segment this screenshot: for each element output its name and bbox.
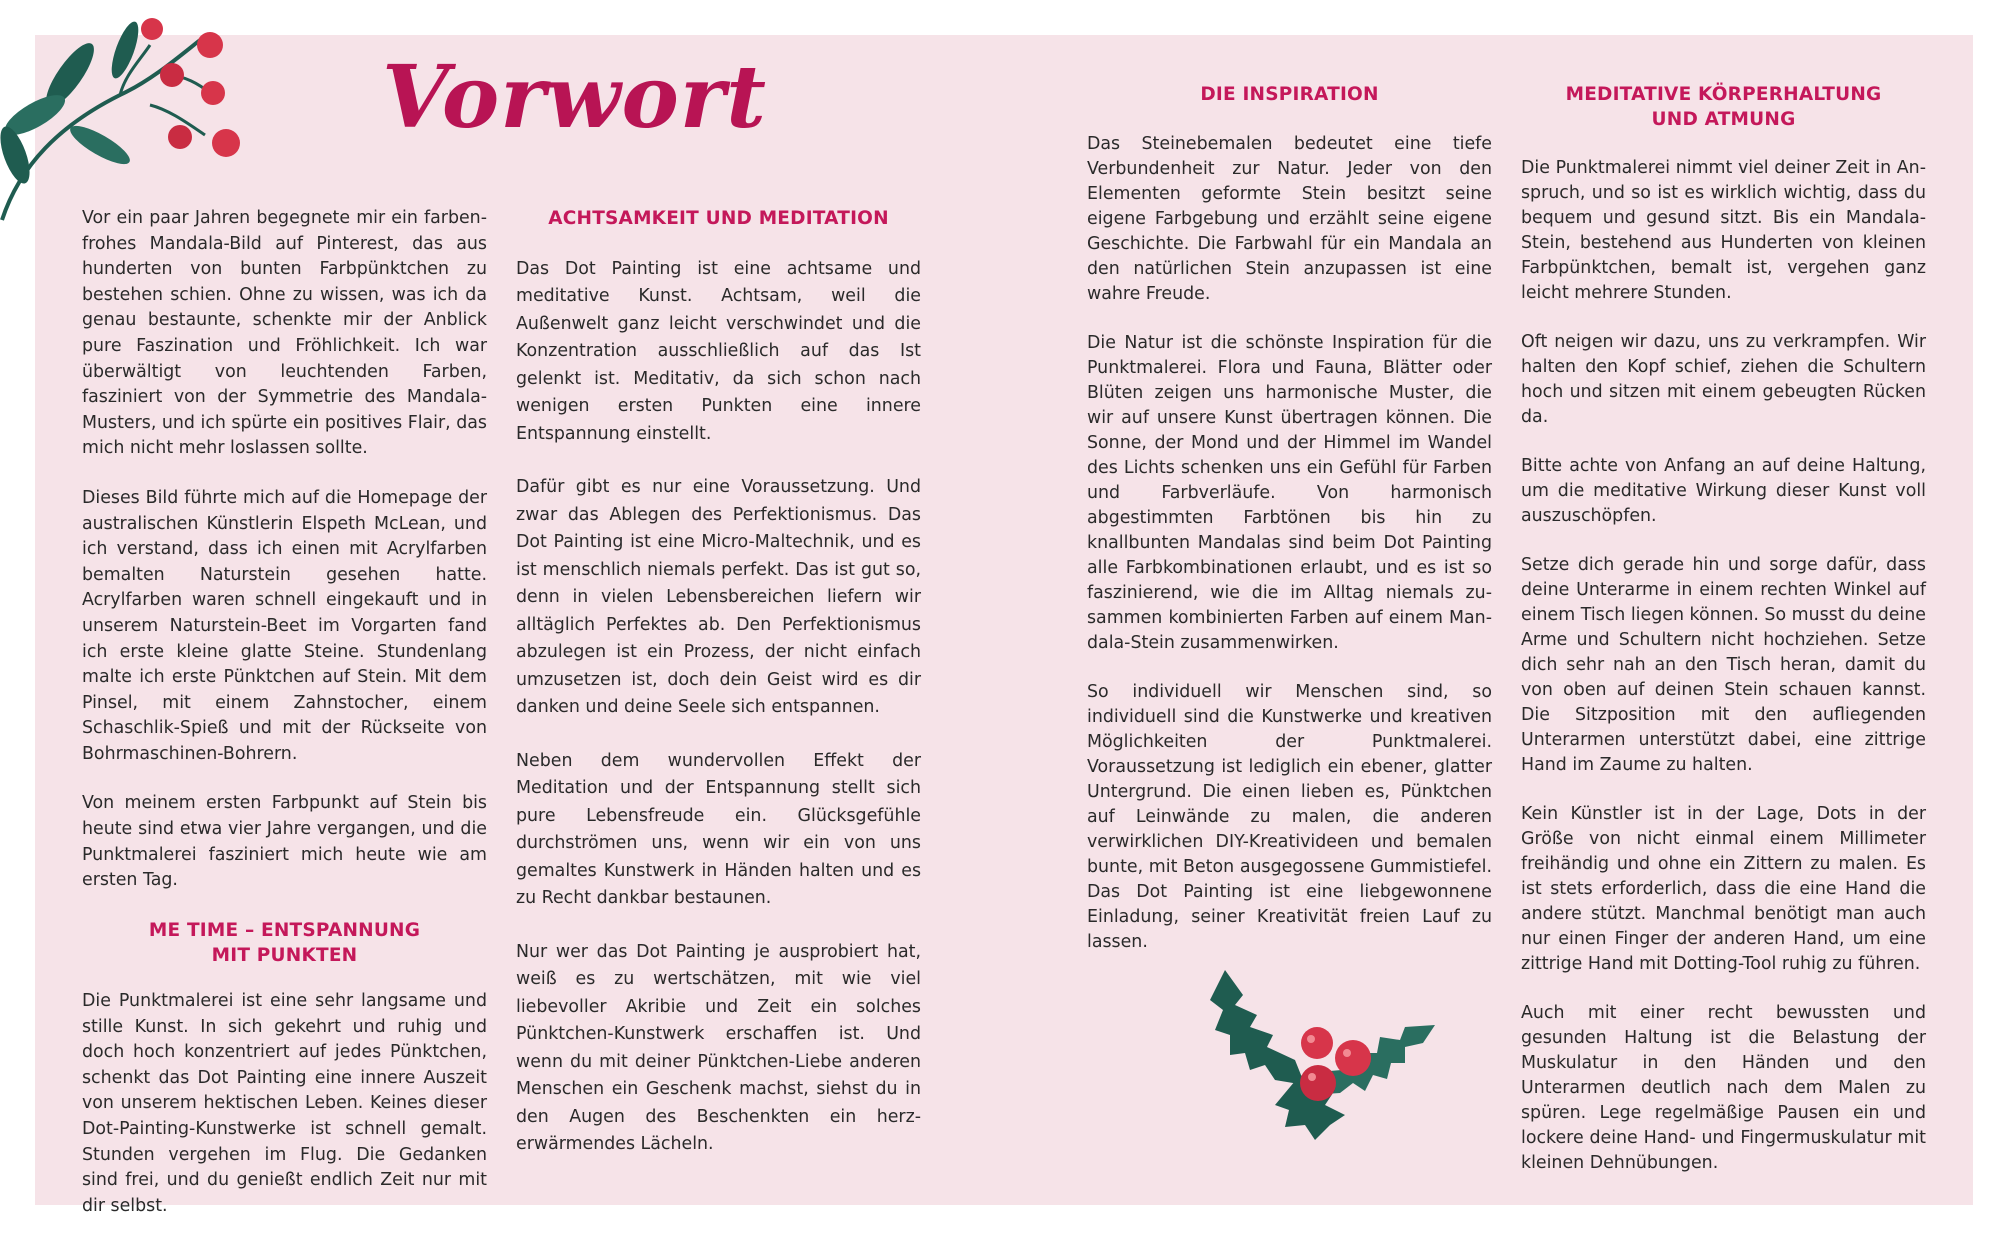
berry-branch-icon <box>0 15 260 225</box>
paragraph: Setze dich gerade hin und sorge dafür, dass deine Unterarme in einem rechten Winkel auf einem Tisch liegen können. So musst du deine Arme und Schultern nicht hochziehen. Setze dich sehr nah an den Tisch heran, damit du von oben auf deinen Stein schauen kannst. Die Sitzposition mit den aufliegenden Unterarmen unterstützt dabei, eine zittrige Hand im Zaume zu halten. <box>1521 555 1926 775</box>
paragraph: Dieses Bild führte mich auf die Homepage der australischen Künstlerin Elspeth McLean, und ich verstand, dass ich einen mit Acrylfarben bemalten Naturstein gesehen hatte. Acrylfarben waren schnell eingekauft und in unserem Naturstein-Beet im Vorgarten fand ich erste kleine glatte Steine. Stundenlang malte ich erste Pünktchen auf Stein. Mit dem Pinsel, mit einem Zahnstocher, einem Schaschlik-Spieß und mit der Rückseite von Bohrmaschinen-Bohrern. <box>82 487 487 764</box>
section-heading-achtsamkeit: ACHTSAMKEIT UND MEDITATION <box>548 208 889 229</box>
paragraph: Vor ein paar Jahren begegnete mir ein farbenfrohes Mandala-Bild auf Pinterest, das aus hunderten von bunten Farbpünktchen zu bestehen schien. Ohne zu wissen, was ich da genau bestaunte, schenkte mir der Anblick pure Faszination und Fröhlichkeit. Ich war überwältigt von leuchtenden Farben, fasziniert von der Symmetrie des Mandala-Musters, und ich spürte ein positives Flair, das mich nicht mehr loslassen sollte. <box>82 208 487 459</box>
paragraph: Dafür gibt es nur eine Voraussetzung. Und zwar das Ablegen des Perfektionismus. Das Dot Painting ist eine Micro-Maltechnik, und es ist menschlich niemals perfekt. Das ist gut so, denn in vielen Lebensbereichen liefern wir alltäglich Perfektes ab. Den Perfektionismus abzulegen ist ein Prozess, der nicht einfach umzusetzen ist, doch dein Geist wird es dir danken und deine Seele sich entspannen. <box>516 477 921 718</box>
paragraph: Die Punktmalerei ist eine sehr langsame und stille Kunst. In sich gekehrt und ruhig und doch hoch konzentriert auf jedes Pünktchen, schenkt das Dot Painting eine innere Auszeit von unserem hektischen Leben. Keines dieser Dot-Painting-Kunstwerke ist schnell gemalt. Stunden vergehen im Flug. Die Gedanken sind frei, und du genießt endlich Zeit nur mit dir selbst. <box>82 991 487 1216</box>
paragraph: Die Punktmalerei nimmt viel deiner Zeit in Anspruch, und so ist es wirklich wichtig, dass du bequem und gesund sitzt. Bis ein Mandala-Stein, bestehend aus Hunderten von kleinen Farbpünktchen, bemalt ist, vergehen ganz leicht mehrere Stunden. <box>1521 158 1926 303</box>
paragraph: Das Dot Painting ist eine achtsame und meditative Kunst. Achtsam, weil die Außenwelt ganz leicht verschwindet und die Konzentration ausschließlich auf das Ist gelenkt ist. Meditativ, da sich schon nach wenigen ersten Punkten eine innere Entspannung einstellt. <box>516 258 921 444</box>
paragraph: Kein Künstler ist in der Lage, Dots in der Größe von nicht einmal einem Millimeter freihändig und ohne ein Zittern zu malen. Es ist stets erforderlich, dass die eine Hand die andere stützt. Manchmal benötigt man auch nur einen Finger der anderen Hand, um eine zittrige Hand mit Dotting-Tool ruhig zu führen. <box>1521 804 1926 974</box>
paragraph: Neben dem wundervollen Effekt der Meditation und der Entspannung stellt sich pure Lebensfreude ein. Glücksgefühle durchströmen uns, wenn wir ein von uns gemaltes Kunstwerk in Händen halten und es zu Recht dankbar bestaunen. <box>516 750 921 909</box>
holly-icon <box>1205 965 1435 1140</box>
paragraph: Oft neigen wir dazu, uns zu verkrampfen. Wir halten den Kopf schief, ziehen die Schultern hoch und sitzen mit einem gebeugten Rücken da. <box>1521 332 1926 427</box>
paragraph: Bitte achte von Anfang an auf deine Haltung, um die meditative Wirkung dieser Kunst voll auszuschöpfen. <box>1521 456 1926 526</box>
section-heading-inspiration: DIE INSPIRATION <box>1200 84 1379 105</box>
page-title: Vorwort <box>382 47 767 148</box>
paragraph: Die Natur ist die schönste Inspiration für die Punktmalerei. Flora und Fauna, Blätter oder Blüten zeigen uns harmonische Muster, die wir auf unsere Kunst übertragen können. Die Sonne, der Mond und der Himmel im Wandel des Lichts schenken uns ein Gefühl für Farben und Farbverläufe. Von harmonisch abgestimmten Farbtönen bis hin zu knallbunten Mandalas sind beim Dot Painting alle Farbkombinationen erlaubt, und es ist so faszinierend, wie die im Alltag niemals zusammen kombinierten Farben auf einem Mandala-Stein zusammenwirken. <box>1087 332 1492 653</box>
paragraph: Nur wer das Dot Painting je ausprobiert hat, weiß es zu wertschätzen, mit wie viel liebevoller Akribie und Zeit ein solches Pünktchen-Kunstwerk erschaffen ist. Und wenn du mit deiner Pünktchen-Liebe anderen Menschen ein Geschenk machst, siehst du in den Augen des Beschenkten ein herzerwärmendes Lächeln. <box>516 941 921 1155</box>
column-4 <box>1521 82 1926 1176</box>
section-heading-me-time: ME TIME – ENTSPANNUNG MIT PUNKTEN <box>148 919 421 967</box>
paragraph: Von meinem ersten Farbpunkt auf Stein bis heute sind etwa vier Jahre vergangen, und die Punktmalerei fasziniert mich heute wie am ersten Tag. <box>82 793 487 891</box>
paragraph: So individuell wir Menschen sind, so individuell sind die Kunstwerke und kreativen Möglichkeiten der Punktmalerei. Voraussetzung ist lediglich ein ebener, glatter Untergrund. Die einen lieben es, Pünktchen auf Leinwände zu malen, die anderen verwirklichen DIY-Kreativideen und bemalen bunte, mit Beton ausgegossene Gummistiefel. Das Dot Painting ist eine liebgewonnene Einladung, seiner Kreativität freien Lauf zu lassen. <box>1087 681 1492 952</box>
paragraph: Auch mit einer recht bewussten und gesunden Haltung ist die Belastung der Muskulatur in den Händen und den Unterarmen deutlich nach dem Malen zu spüren. Lege regelmäßige Pausen ein und lockere deine Hand- und Fingermuskulatur mit kleinen Dehnübungen. <box>1521 1003 1926 1173</box>
paragraph: Das Steinebemalen bedeutet eine tiefe Verbundenheit zur Natur. Jeder von den Elementen geformte Stein besitzt seine eigene Farbgebung und erzählt seine eigene Geschichte. Die Farbwahl für ein Mandala an den natürlichen Stein anzupassen ist eine wahre Freude. <box>1087 133 1492 304</box>
column-1 <box>82 206 487 1219</box>
section-heading-koerperhaltung: MEDITATIVE KÖRPERHALTUNG UND ATMUNG <box>1565 84 1882 130</box>
column-2 <box>516 206 921 1159</box>
column-3 <box>1087 82 1492 955</box>
